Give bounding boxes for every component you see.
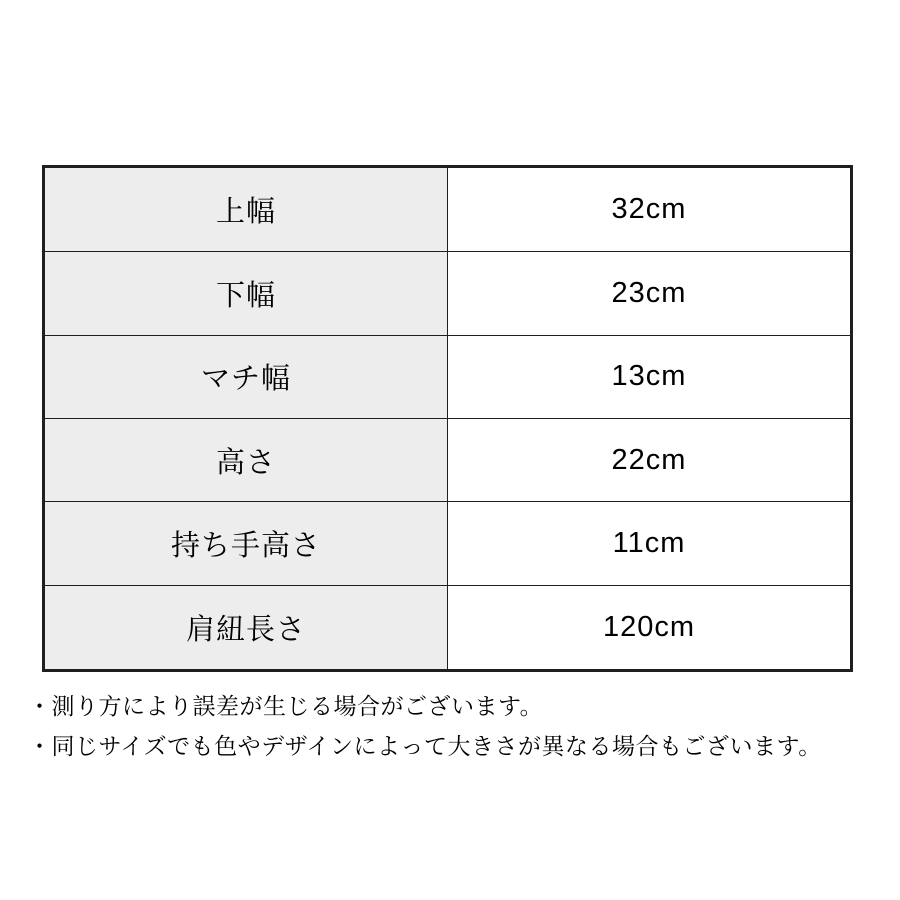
size-label-gusset-width: マチ幅 [44,335,448,418]
size-value-height: 22cm [448,418,852,501]
table-row [44,167,852,252]
size-spec-table [42,165,853,672]
size-label-handle-height: 持ち手高さ [44,502,448,585]
table-row [44,252,852,335]
size-value-top-width: 32cm [448,167,852,252]
footnotes [28,686,888,766]
footnote-measurement-error: ・測り方により誤差が生じる場合がございます。 [28,693,544,719]
footnote-size-variation: ・同じサイズでも色やデザインによって大きさが異なる場合もございます。 [28,733,822,759]
table-row [44,418,852,501]
size-value-strap-length: 120cm [448,585,852,670]
size-value-gusset-width: 13cm [448,335,852,418]
table-row [44,335,852,418]
size-label-strap-length: 肩紐長さ [44,585,448,670]
size-label-height: 高さ [44,418,448,501]
table-row [44,585,852,670]
table-row [44,502,852,585]
size-label-bottom-width: 下幅 [44,252,448,335]
size-value-bottom-width: 23cm [448,252,852,335]
size-value-handle-height: 11cm [448,502,852,585]
size-label-top-width: 上幅 [44,167,448,252]
